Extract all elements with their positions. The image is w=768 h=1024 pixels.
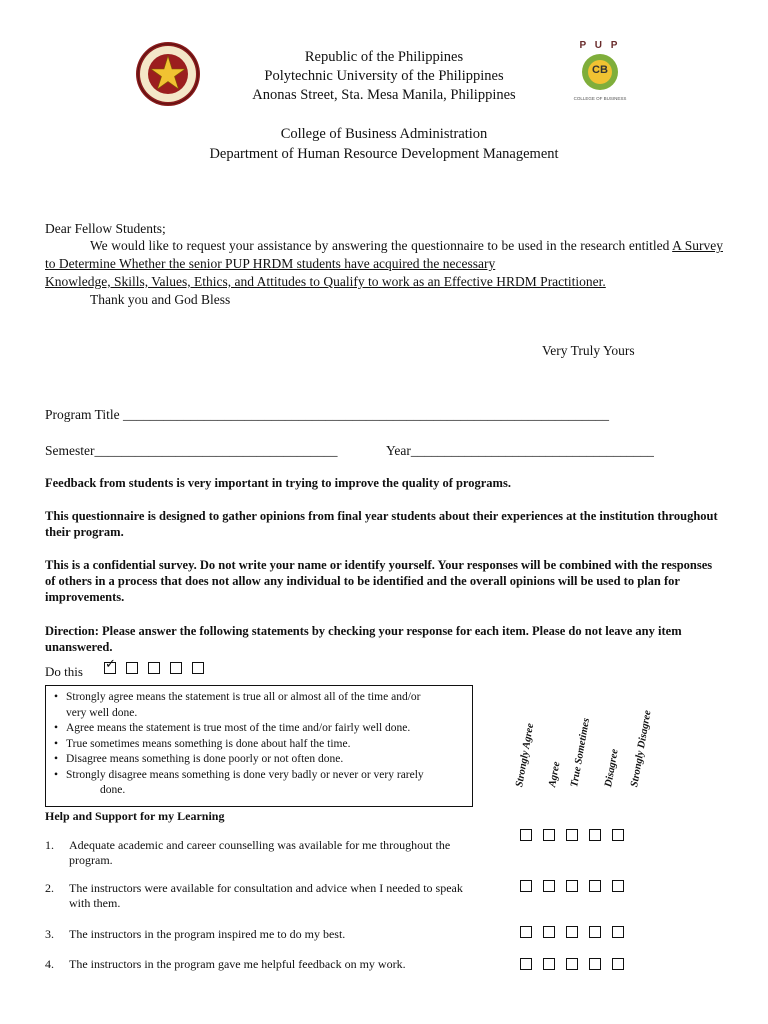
feedback-note: Feedback from students is very important in trying to improve the quality of programs. (45, 476, 511, 490)
response-row-4 (520, 957, 624, 975)
response-checkbox[interactable] (520, 880, 532, 892)
header-true-sometimes: True Sometimes (569, 717, 593, 788)
response-checkbox[interactable] (612, 880, 624, 892)
closing-line: Very Truly Yours (542, 343, 635, 358)
research-title-line1: A Survey to Determine Whether the senior PUP HRDM students have acquired the necessary (45, 238, 723, 271)
question-item: 2. The instructors were available for consultation and advice when I needed to speak with them. (45, 881, 463, 910)
example-checked-box (104, 657, 116, 674)
program-title-field[interactable]: Program Title ________________________________________________________________________ (45, 407, 610, 422)
response-checkbox[interactable] (543, 880, 555, 892)
example-box (126, 662, 138, 674)
example-label: Do this (45, 664, 83, 679)
response-checkbox[interactable] (566, 926, 578, 938)
response-row-1 (520, 828, 624, 846)
response-checkbox[interactable] (543, 829, 555, 841)
question-item: 4. The instructors in the program gave me helpful feedback on my work. (45, 957, 406, 971)
header-college: College of Business Administration (280, 126, 488, 142)
response-checkbox[interactable] (566, 880, 578, 892)
header-agree: Agree (547, 760, 563, 788)
semester-field[interactable]: Semester____________________________________ (45, 443, 338, 458)
legend-item: • Disagree means something is done poorly or not often done. (54, 753, 344, 765)
response-checkbox[interactable] (566, 829, 578, 841)
header-republic: Republic of the Philippines (304, 49, 464, 65)
direction-note: Direction: Please answer the following statements by checking your response for each item. Please do not leave any item unanswered. (45, 624, 682, 654)
salutation: Dear Fellow Students; (45, 221, 166, 236)
logo-letters: P U P (579, 40, 621, 51)
header-department: Department of Human Resource Development Management (209, 146, 559, 162)
question-item: 1. Adequate academic and career counselling was available for me throughout the program. (45, 838, 451, 867)
example-checkboxes (104, 657, 204, 679)
response-checkbox[interactable] (612, 926, 624, 938)
logo-badge: CB (592, 64, 608, 76)
header-disagree: Disagree (603, 748, 621, 788)
response-checkbox[interactable] (612, 829, 624, 841)
example-box (148, 662, 160, 674)
response-checkbox[interactable] (589, 880, 601, 892)
response-checkbox[interactable] (520, 926, 532, 938)
header-address: Anonas Street, Sta. Mesa Manila, Philippines (252, 87, 516, 103)
legend-item: • Strongly agree means the statement is true all or almost all of the time and/or very well done. (54, 691, 421, 719)
header-university: Polytechnic University of the Philippines (264, 68, 504, 84)
response-checkbox[interactable] (543, 926, 555, 938)
thanks-line: Thank you and God Bless (90, 292, 231, 307)
response-row-2 (520, 879, 624, 897)
research-title-line2: Knowledge, Skills, Values, Ethics, and Attitudes to Qualify to work as an Effective HRDM Practitioner. (45, 274, 606, 289)
legend-item: • Strongly disagree means something is done very badly or never or very rarely done. (54, 768, 424, 796)
header-strongly-agree: Strongly Agree (514, 722, 537, 788)
purpose-note: This questionnaire is designed to gather opinions from final year students about their experiences at the institution throughout their program. (45, 509, 718, 539)
legend-item: • Agree means the statement is true most of the time and/or fairly well done. (54, 722, 411, 734)
question-item: 3. The instructors in the program inspired me to do my best. (45, 927, 346, 941)
response-checkbox[interactable] (566, 958, 578, 970)
intro-text: We would like to request your assistance by answering the questionnaire to be used in the research entitled (90, 238, 670, 253)
check-mark-icon: ✓ (105, 657, 116, 672)
response-checkbox[interactable] (589, 958, 601, 970)
letter-intro (45, 237, 723, 273)
response-checkbox[interactable] (589, 829, 601, 841)
response-checkbox[interactable] (520, 829, 532, 841)
logo-caption: COLLEGE OF BUSINESS (573, 96, 627, 101)
response-checkbox[interactable] (543, 958, 555, 970)
header-strongly-disagree: Strongly Disagree (629, 709, 654, 788)
year-field[interactable]: Year____________________________________ (386, 443, 654, 458)
response-row-3 (520, 925, 624, 943)
example-box (192, 662, 204, 674)
response-checkbox[interactable] (612, 958, 624, 970)
example-box (170, 662, 182, 674)
scale-legend (45, 685, 473, 807)
response-checkbox[interactable] (520, 958, 532, 970)
confidentiality-note: This is a confidential survey. Do not write your name or identify yourself. Your responses will be combined with the responses of others in a process that does not allow any individual to be identified and the overall opinions will be used to plan for improvements. (45, 558, 713, 604)
response-checkbox[interactable] (589, 926, 601, 938)
legend-item: • True sometimes means something is done about half the time. (54, 737, 351, 750)
section-title: Help and Support for my Learning (45, 809, 225, 823)
